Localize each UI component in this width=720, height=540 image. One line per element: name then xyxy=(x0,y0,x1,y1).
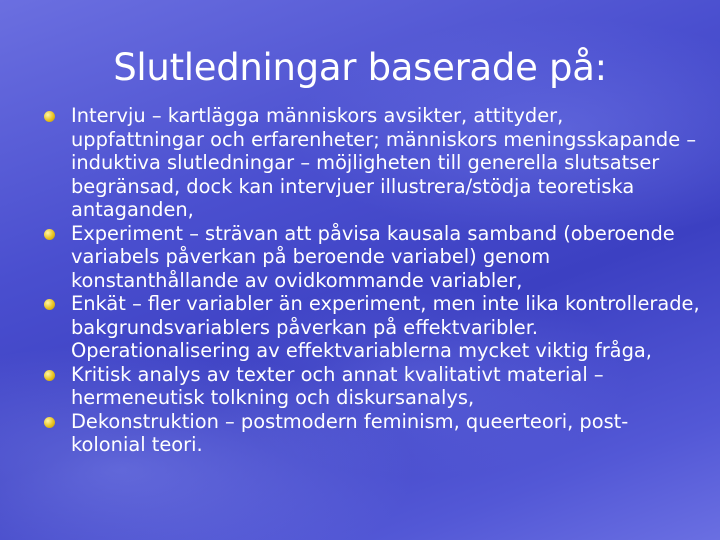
bullet-text: Kritisk analys av texter och annat kvalitativt material – hermeneutisk tolkning och diskursanalys, xyxy=(71,362,604,409)
bullet-item-enkat xyxy=(40,292,700,363)
bullet-list xyxy=(40,104,700,457)
bullet-text: Experiment – strävan att påvisa kausala samband (oberoende variabels påverkan på beroende variabel) genom konstanthållande av ovidkommande variabler, xyxy=(71,221,675,292)
bullet-text: Enkät – fler variabler än experiment, men inte lika kontrollerade, bakgrundsvariablers påverkan på effektvaribler. Operationalisering av effektvariablerna mycket viktig fråga, xyxy=(71,292,700,362)
bullet-text: Dekonstruktion – postmodern feminism, queerteori, post-kolonial teori. xyxy=(71,409,629,456)
bullet-item-intervju xyxy=(40,104,700,222)
bullet-dot-icon xyxy=(44,111,55,122)
bullet-dot-icon xyxy=(44,370,55,381)
bullet-dot-icon xyxy=(44,299,55,310)
bullet-item-kritisk-analys xyxy=(40,363,700,410)
bullet-dot-icon xyxy=(44,229,55,240)
bullet-text: Intervju – kartlägga människors avsikter, attityder, uppfattningar och erfarenheter; människors meningsskapande – induktiva slutledningar – möjligheten till generella slutsatser begränsad, dock kan intervjuer illustrera/stödja teoretiska antaganden, xyxy=(71,104,697,221)
bullet-item-dekonstruktion xyxy=(40,410,700,457)
bullet-dot-icon xyxy=(44,417,55,428)
bullet-item-experiment xyxy=(40,222,700,293)
slide-title: Slutledningar baserade på: xyxy=(113,46,607,89)
